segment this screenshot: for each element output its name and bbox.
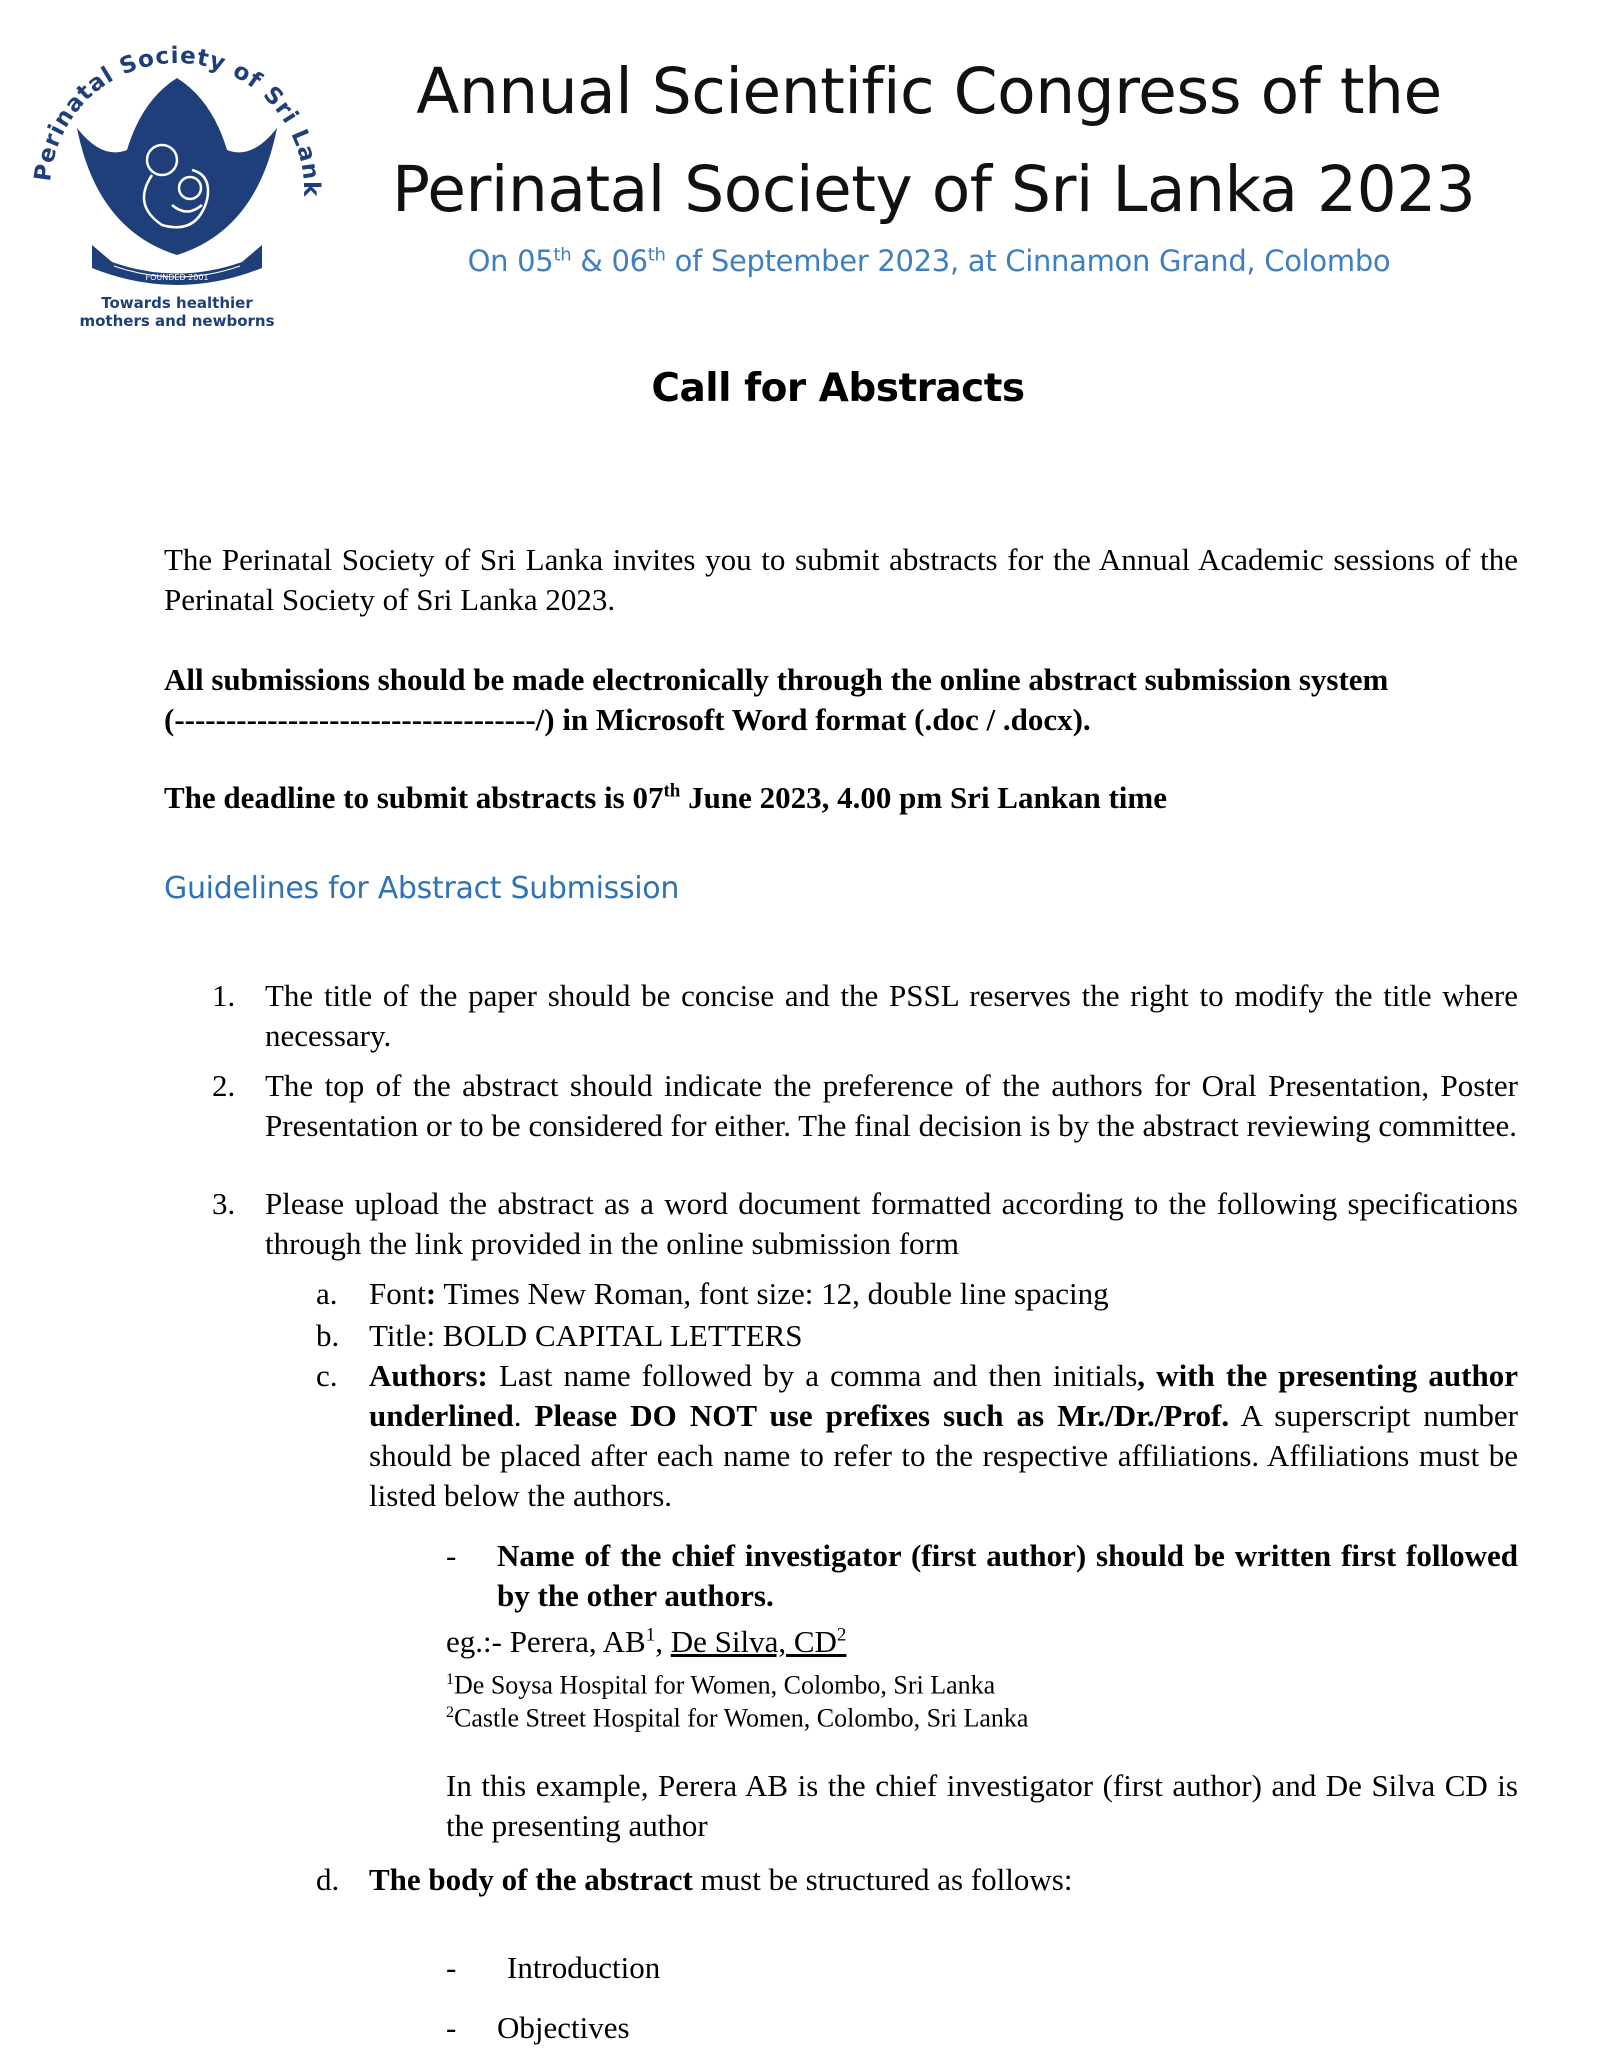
- spec-body-structure: The body of the abstract must be structured as follows:: [369, 1862, 1073, 1897]
- spec-font: Font: Times New Roman, font size: 12, double line spacing: [369, 1276, 1109, 1311]
- structure-objectives: Objectives: [497, 2010, 630, 2045]
- guideline-item-3: Please upload the abstract as a word document formatted according to the following specifications through the link provided in the online submission form: [265, 1186, 1518, 1261]
- affiliation-2: $^2$Castle Street Hospital for Women, Colombo, Sri Lanka: [446, 1703, 1029, 1733]
- structure-introduction: Introduction: [507, 1950, 661, 1985]
- affiliation-1: $^1$De Soysa Hospital for Women, Colombo, Sri Lanka: [446, 1670, 996, 1700]
- chief-dash: -: [446, 1538, 457, 1573]
- guidelines-heading: Guidelines for Abstract Submission: [164, 871, 680, 906]
- structure-dash-1: -: [446, 1950, 457, 1985]
- lotus-logo-icon: [22, 40, 332, 340]
- logo-tagline-line1: Towards healthier: [101, 294, 253, 312]
- congress-title-line1: Annual Scientific Congress of the: [416, 55, 1442, 128]
- author-example: eg.:- Perera, $AB^1$, De Silva, $CD^2$: [446, 1624, 847, 1659]
- logo-founded-text: FOUNDED 2001: [145, 273, 209, 282]
- call-for-abstracts-title: Call for Abstracts: [651, 366, 1025, 411]
- sub-letter-c: c.: [316, 1358, 338, 1393]
- example-explanation: In this example, Perera AB is the chief investigator (first author) and De Silva CD is the presenting author: [446, 1768, 1518, 1843]
- logo-tagline-line2: mothers and newborns: [79, 312, 275, 330]
- list-number-1: 1.: [212, 978, 236, 1013]
- spec-title: Title: BOLD CAPITAL LETTERS: [369, 1318, 803, 1353]
- guideline-item-1: The title of the paper should be concise and the PSSL reserves the right to modify the title where necessary.: [265, 978, 1518, 1053]
- list-number-2: 2.: [212, 1068, 236, 1103]
- chief-investigator-rule: Name of the chief investigator (first author) should be written first followed by the other authors.: [497, 1538, 1518, 1613]
- sub-letter-b: b.: [316, 1318, 340, 1353]
- submission-instructions: All submissions should be made electronically through the online abstract submission system (-----------------------------------/) in Microsoft Word format (.doc / .docx).: [164, 662, 1389, 737]
- congress-date-venue: On 05th & 06th of September 2023, at Cinnamon Grand, Colombo: [467, 244, 1391, 278]
- society-logo: [22, 40, 332, 340]
- guideline-item-2: The top of the abstract should indicate the preference of the authors for Oral Presentation, Poster Presentation or to be considered for either. The final decision is by the abstract reviewing committee.: [265, 1068, 1518, 1143]
- congress-title-line2: Perinatal Society of Sri Lanka 2023: [392, 153, 1476, 226]
- spec-authors: Authors: Last name followed by a comma and then initials, with the presenting author underlined. Please DO NOT use prefixes such as Mr./Dr./Prof. A superscript number should be placed after each name to refer to the respective affiliations. Affiliations must be listed below the authors.: [369, 1358, 1519, 1513]
- sub-letter-a: a.: [316, 1276, 338, 1311]
- logo-ring-text: Perinatal Society of Sri Lank: [30, 42, 325, 198]
- list-number-3: 3.: [212, 1186, 236, 1221]
- deadline-statement: The deadline to submit abstracts is 07th June 2023, 4.00 pm Sri Lankan time: [164, 780, 1167, 815]
- sub-letter-d: d.: [316, 1862, 340, 1897]
- structure-dash-2: -: [446, 2010, 457, 2045]
- intro-paragraph: The Perinatal Society of Sri Lanka invites you to submit abstracts for the Annual Academic sessions of the Perinatal Society of Sri Lanka 2023.: [164, 542, 1518, 617]
